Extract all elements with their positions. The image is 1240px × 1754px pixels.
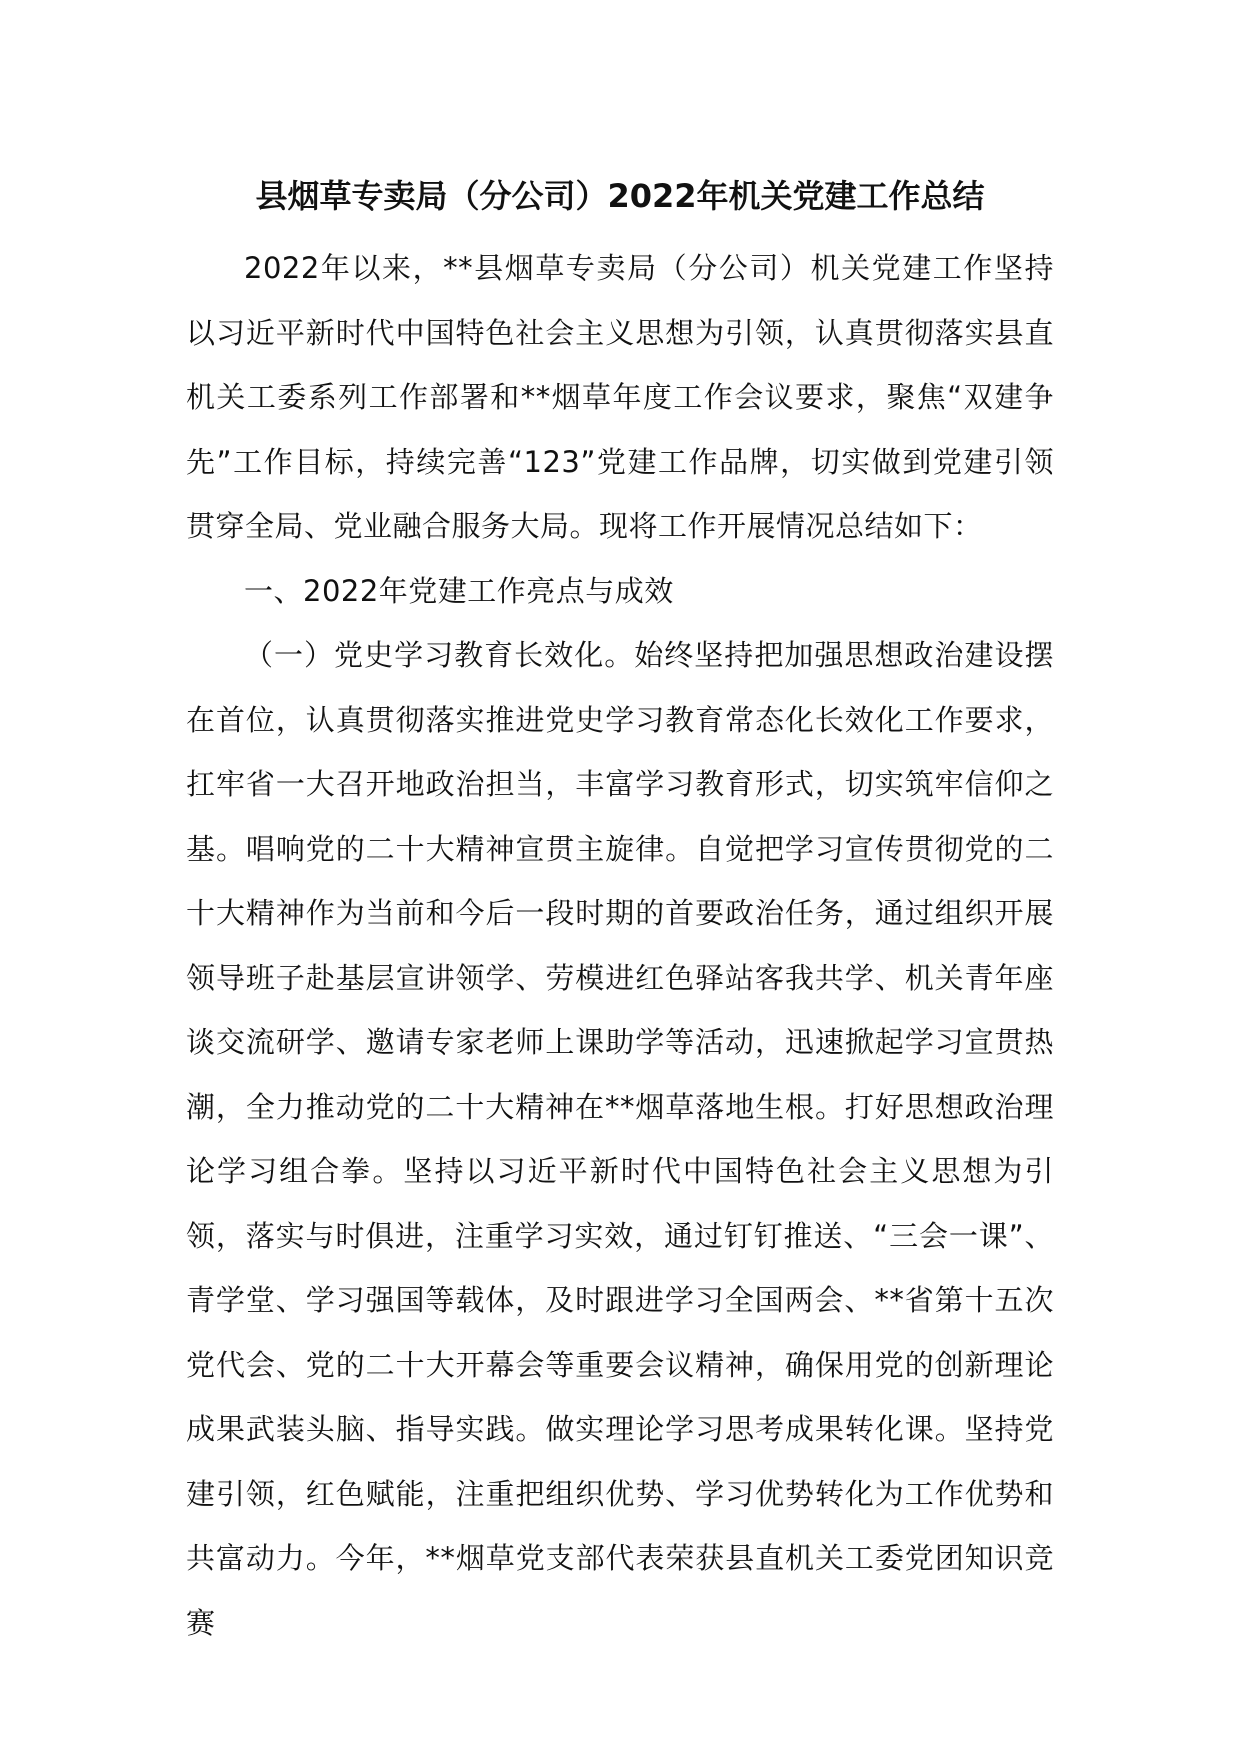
section-heading: 一、2022年党建工作亮点与成效 [244, 573, 674, 608]
intro-paragraph: 2022年以来，**县烟草专卖局（分公司）机关党建工作坚持以习近平新时代中国特色社会主义思想为引领，认真贯彻落实县直机关工委系列工作部署和**烟草年度工作会议要求，聚焦“双建争先”工作目标，持续完善“123”党建工作品牌，切实做到党建引领贯穿全局、党业融合服务大局。现将工作开展情况总结如下： [186, 251, 1054, 543]
document-title: 县烟草专卖局（分公司）2022年机关党建工作总结 [255, 177, 985, 215]
document-body [186, 236, 1054, 1655]
subsection-paragraph: （一）党史学习教育长效化。始终坚持把加强思想政治建设摆在首位，认真贯彻落实推进党史学习教育常态化长效化工作要求，扛牢省一大召开地政治担当，丰富学习教育形式，切实筑牢信仰之基。唱响党的二十大精神宣贯主旋律。自觉把学习宣传贯彻党的二十大精神作为当前和今后一段时期的首要政治任务，通过组织开展领导班子赴基层宣讲领学、劳模进红色驿站客我共学、机关青年座谈交流研学、邀请专家老师上课助学等活动，迅速掀起学习宣贯热潮，全力推动党的二十大精神在**烟草落地生根。打好思想政治理论学习组合拳。坚持以习近平新时代中国特色社会主义思想为引领，落实与时俱进，注重学习实效，通过钉钉推送、“三会一课”、青学堂、学习强国等载体，及时跟进学习全国两会、**省第十五次党代会、党的二十大开幕会等重要会议精神，确保用党的创新理论成果武装头脑、指导实践。做实理论学习思考成果转化课。坚持党建引领，红色赋能，注重把组织优势、学习优势转化为工作优势和共富动力。今年，**烟草党支部代表荣获县直机关工委党团知识竞赛 [186, 638, 1054, 1640]
